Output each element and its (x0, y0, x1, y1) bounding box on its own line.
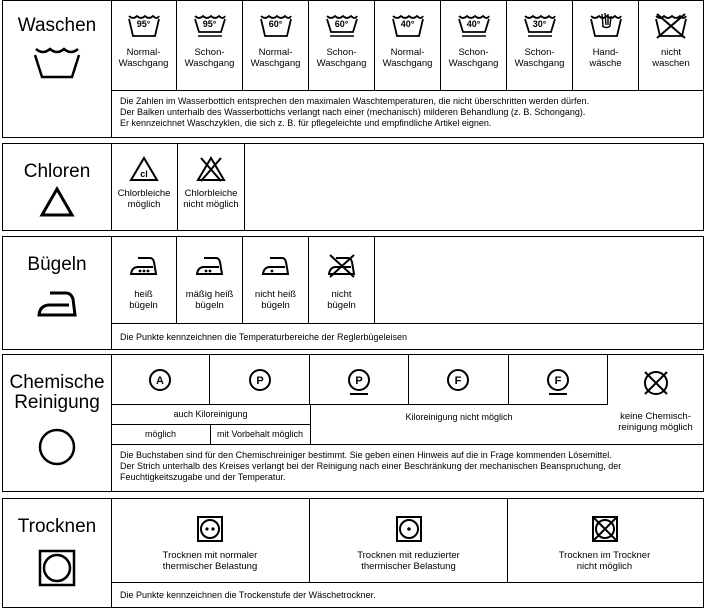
chlorine-item-allowed (111, 144, 178, 230)
drying-section (2, 498, 704, 608)
iron-item (111, 237, 177, 323)
dryer-icon (508, 514, 701, 544)
drycleaning-note-line-1: Die Buchstaben sind für den Chemischreiniger bestimmt. Sie geben einen Hinweis auf die in Frage kommenden Lösemittel. (120, 450, 612, 460)
washtub-large-icon (3, 45, 111, 79)
chlorine-item-not-allowed (178, 144, 245, 230)
washing-note-line-2: Der Balken unterhalb des Wasserbottichs verlangt nach einer (mechanisch) milderen Behandlung (z. B. Schongang). (120, 107, 586, 117)
wash-item (177, 1, 243, 90)
wash-temp: 95° (202, 19, 217, 29)
drycleaning-title-1: Chemische (9, 372, 105, 393)
wash-label: Schon- (326, 47, 357, 58)
washtub-icon (507, 11, 572, 41)
ironing-section (2, 236, 704, 350)
chlorine-item-label: nicht möglich (183, 199, 239, 210)
triangle-crossed-icon (178, 154, 244, 184)
washtub-icon (639, 11, 703, 41)
wash-label: Waschgang (184, 58, 235, 69)
washing-title: Waschen (17, 15, 97, 36)
wash-item (243, 1, 309, 90)
wash-label: Waschgang (250, 58, 301, 69)
wash-item (639, 1, 703, 90)
wash-label: Normal- (126, 47, 161, 58)
iron-label: bügeln (327, 300, 356, 311)
iron-icon (243, 251, 308, 281)
wash-item (507, 1, 573, 90)
drycleaning-letter-item (409, 355, 508, 404)
iron-label: bügeln (195, 300, 224, 311)
dryer-icon (310, 514, 507, 544)
triangle-large-icon (3, 186, 111, 218)
svg-text:P: P (255, 375, 264, 387)
circle-letter-icon (111, 367, 209, 397)
drycleaning-letter-item (111, 355, 210, 404)
iron-label: nicht heiß (254, 289, 297, 300)
ironing-title: Bügeln (27, 254, 87, 275)
drying-item (508, 499, 701, 582)
drying-item (310, 499, 508, 582)
drycleaning-not-allowed (608, 355, 703, 444)
conditional-label: mit Vorbehalt möglich (216, 429, 304, 439)
svg-text:cl: cl (140, 169, 148, 179)
wash-temp: 30° (532, 19, 547, 29)
wash-label: Waschgang (316, 58, 367, 69)
washtub-icon (573, 11, 638, 41)
wash-label: wäsche (589, 58, 622, 69)
drying-title: Trocknen (17, 516, 97, 537)
iron-label: bügeln (129, 300, 158, 311)
drycleaning-title-2: Reinigung (14, 392, 100, 413)
wash-label: Schon- (458, 47, 489, 58)
svg-text:P: P (355, 375, 363, 387)
wash-item (375, 1, 441, 90)
chlorine-title: Chloren (23, 161, 91, 182)
circle-large-icon (3, 427, 111, 467)
washing-note-line-3: Er kennzeichnet Waschzyklen, die sich z. B. für pflegeleichte und empfindliche Artikel eignen. (120, 118, 492, 128)
wash-label: nicht (660, 47, 682, 58)
drycleaning-note (111, 444, 703, 492)
iron-icon (177, 251, 242, 281)
drycleaning-title-column (3, 355, 112, 491)
drying-label: thermischer Belastung (162, 561, 258, 572)
wash-item (111, 1, 177, 90)
drycleaning-note-line-3: Feuchtigkeitszugabe und der Temperatur. (120, 472, 286, 482)
washing-section (2, 0, 704, 138)
drying-label: Trocknen im Trockner (558, 550, 651, 561)
wash-label: Waschgang (448, 58, 499, 69)
wash-temp: 60° (268, 19, 283, 29)
drycleaning-note-line-2: Der Strich unterhalb des Kreises verlangt bei der Reinigung nach einer Beschränkung der mechanischen Beanspruchung, der (120, 461, 622, 471)
wash-label: Hand- (592, 47, 619, 58)
washing-title-column (3, 1, 112, 137)
wash-label: Normal- (258, 47, 293, 58)
possible-label: möglich (144, 429, 176, 439)
drying-note (111, 582, 703, 608)
wash-label: waschen (652, 58, 690, 69)
ironing-note-text: Die Punkte kennzeichnen die Temperaturbereiche der Reglerbügeleisen (120, 332, 408, 342)
chlorine-title-column (3, 144, 112, 230)
wash-temp: 95° (136, 19, 151, 29)
washing-note (111, 90, 703, 138)
wash-temp: 40° (466, 19, 481, 29)
circle-crossed-icon (608, 368, 703, 398)
drycleaning-letter-item (509, 355, 608, 404)
iron-icon (111, 251, 176, 281)
drying-label: thermischer Belastung (361, 561, 456, 572)
triangle-cl-icon (111, 154, 177, 184)
iron-item (309, 237, 375, 323)
iron-icon (309, 251, 374, 281)
drycleaning-section (2, 354, 704, 492)
iron-label: nicht (331, 289, 352, 300)
svg-text:F: F (554, 375, 562, 387)
wash-item (309, 1, 375, 90)
drycleaning-not-allowed-label: keine Chemisch- (620, 411, 691, 422)
wash-item (573, 1, 639, 90)
dryer-large-icon (3, 549, 111, 587)
wash-temp: 40° (400, 19, 415, 29)
drycleaning-letter-item (310, 355, 409, 404)
drying-label: Trocknen mit normaler (162, 550, 258, 561)
drying-label: nicht möglich (576, 561, 633, 572)
washtub-icon (375, 11, 440, 41)
wash-label: Waschgang (514, 58, 565, 69)
drying-item (111, 499, 310, 582)
iron-label: heiß (134, 289, 153, 300)
wash-label: Waschgang (382, 58, 433, 69)
iron-label: bügeln (261, 300, 290, 311)
ironing-title-column (3, 237, 112, 349)
wash-label: Schon- (194, 47, 225, 58)
drying-label: Trocknen mit reduzierter (357, 550, 460, 561)
washtub-icon (441, 11, 506, 41)
chlorine-item-label: Chlorbleiche (117, 188, 171, 199)
chlorine-item-label: Chlorbleiche (184, 188, 238, 199)
kilo-no-label: Kiloreinigung nicht möglich (405, 412, 513, 422)
washing-note-line-1: Die Zahlen im Wasserbottich entsprechen den maximalen Waschtemperaturen, die nicht überschritten werden dürfen. (120, 96, 590, 106)
circle-letter-icon (310, 367, 408, 397)
washtub-icon (309, 11, 374, 41)
wash-label: Waschgang (118, 58, 169, 69)
washtub-icon (243, 11, 308, 41)
kilo-yes-label: auch Kiloreinigung (173, 409, 248, 419)
iron-item (243, 237, 309, 323)
wash-label: Schon- (524, 47, 555, 58)
drying-note-text: Die Punkte kennzeichnen die Trockenstufe der Wäschetrockner. (120, 590, 376, 600)
dryer-icon (111, 514, 309, 544)
chlorine-section (2, 143, 704, 231)
chlorine-item-label: möglich (127, 199, 161, 210)
iron-label: mäßig heiß (185, 289, 234, 300)
wash-temp: 60° (334, 19, 349, 29)
svg-text:A: A (156, 375, 165, 387)
drycleaning-letter-item (210, 355, 309, 404)
wash-item (441, 1, 507, 90)
iron-item (177, 237, 243, 323)
circle-letter-icon (409, 367, 507, 397)
circle-letter-icon (509, 367, 607, 397)
washtub-icon (111, 11, 176, 41)
wash-label: Normal- (390, 47, 425, 58)
ironing-note (111, 323, 703, 350)
washtub-icon (177, 11, 242, 41)
svg-text:F: F (455, 375, 462, 387)
drycleaning-not-allowed-label: reinigung möglich (618, 422, 693, 433)
circle-letter-icon (210, 367, 308, 397)
drying-title-column (3, 499, 112, 607)
iron-large-icon (3, 287, 111, 319)
